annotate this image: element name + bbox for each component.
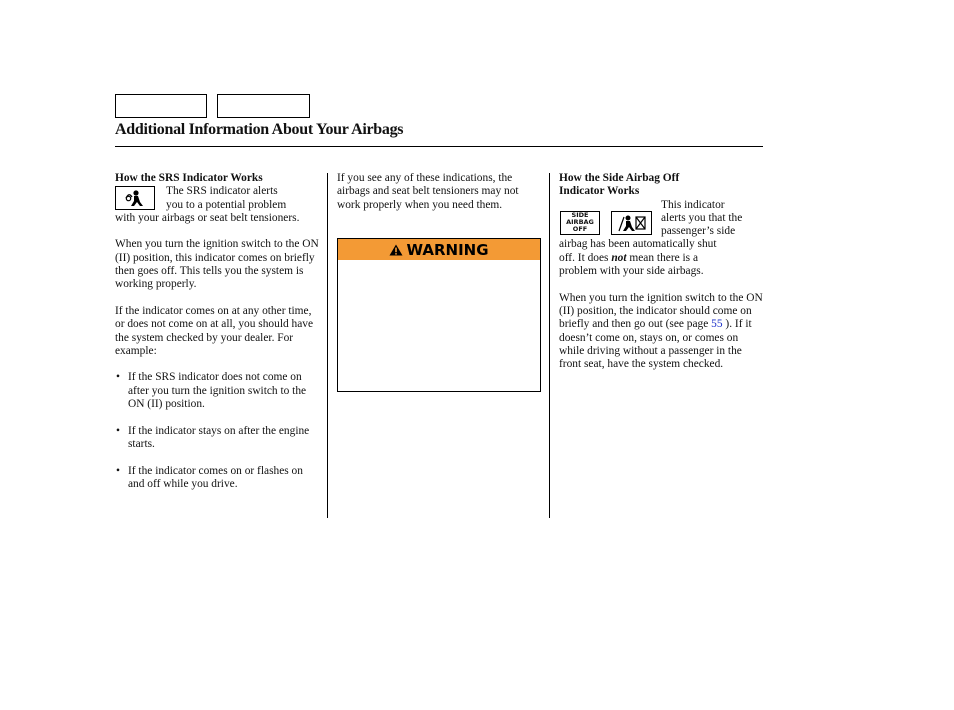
srs-bullet-1: • If the SRS indicator does not come on after you turn the ignition switch to the ON (II) position. xyxy=(115,371,320,411)
side-line-5 xyxy=(559,252,764,265)
side-line-1: This indicator xyxy=(661,198,725,211)
page-55-link[interactable]: 55 xyxy=(711,318,723,331)
side-line-5-emphasis: not xyxy=(611,251,627,264)
indicator-text-off: OFF xyxy=(572,225,588,234)
side-paragraph-2 xyxy=(559,292,764,372)
srs-intro-line-1: The SRS indicator alerts xyxy=(166,185,278,198)
column-warning xyxy=(337,172,542,212)
side-para2-end: ). If it doesn’t come on, stays on, or comes on while driving without a passenger in the front seat, have the system checked. xyxy=(559,318,752,371)
side-line-4: airbag has been automatically shut xyxy=(559,238,717,251)
column-srs xyxy=(115,172,320,491)
side-line-5-start: off. It does xyxy=(559,251,609,264)
column-divider-2 xyxy=(549,173,550,518)
srs-paragraph-2: When you turn the ignition switch to the ON (II) position, this indicator comes on briefly then goes off. This tells you the system is working properly. xyxy=(115,238,319,291)
side-para2-start: When you turn the ignition switch to the ON (II) position, the indicator should come on briefly and then go out (see page xyxy=(559,291,763,331)
column-divider-1 xyxy=(327,173,328,518)
side-line-2: alerts you that the xyxy=(661,211,743,224)
srs-heading: How the SRS Indicator Works xyxy=(115,172,263,184)
warning-triangle-icon xyxy=(389,244,403,256)
side-airbag-heading-2: Indicator Works xyxy=(559,185,640,198)
title-divider xyxy=(115,146,763,147)
column-side-airbag xyxy=(559,172,764,371)
srs-bullet-3: • If the indicator comes on or flashes on and off while you drive. xyxy=(115,465,320,492)
warning-label: WARNING xyxy=(406,240,489,259)
nav-box-main-menu[interactable] xyxy=(115,94,207,118)
srs-intro-rest: with your airbags or seat belt tensioners. xyxy=(115,211,300,224)
side-line-3: passenger’s side xyxy=(661,225,736,238)
warning-intro: If you see any of these indications, the airbags and seat belt tensioners may not work properly when you need them. xyxy=(337,172,519,211)
side-line-5-end: mean there is a xyxy=(629,251,699,264)
warning-box xyxy=(337,238,541,392)
indicator-text-airbag: AIRBAG xyxy=(566,218,594,227)
side-airbag-heading-1: How the Side Airbag Off xyxy=(559,172,680,184)
srs-paragraph-3: If the indicator comes on at any other time, or does not come on at all, you should have the system checked by your dealer. For example: xyxy=(115,304,314,357)
srs-bullet-2: • If the indicator stays on after the engine starts. xyxy=(115,425,320,452)
warning-header xyxy=(338,239,540,260)
srs-intro-line-2: you to a potential problem xyxy=(166,198,287,211)
srs-airbag-icon xyxy=(115,186,155,210)
side-airbag-off-indicator xyxy=(560,211,600,235)
nav-box-toc[interactable] xyxy=(217,94,310,118)
page-title: Additional Information About Your Airbags xyxy=(115,121,404,138)
passenger-airbag-off-icon xyxy=(611,211,652,235)
side-line-6: problem with your side airbags. xyxy=(559,265,704,278)
indicator-text-side: SIDE xyxy=(571,211,589,220)
